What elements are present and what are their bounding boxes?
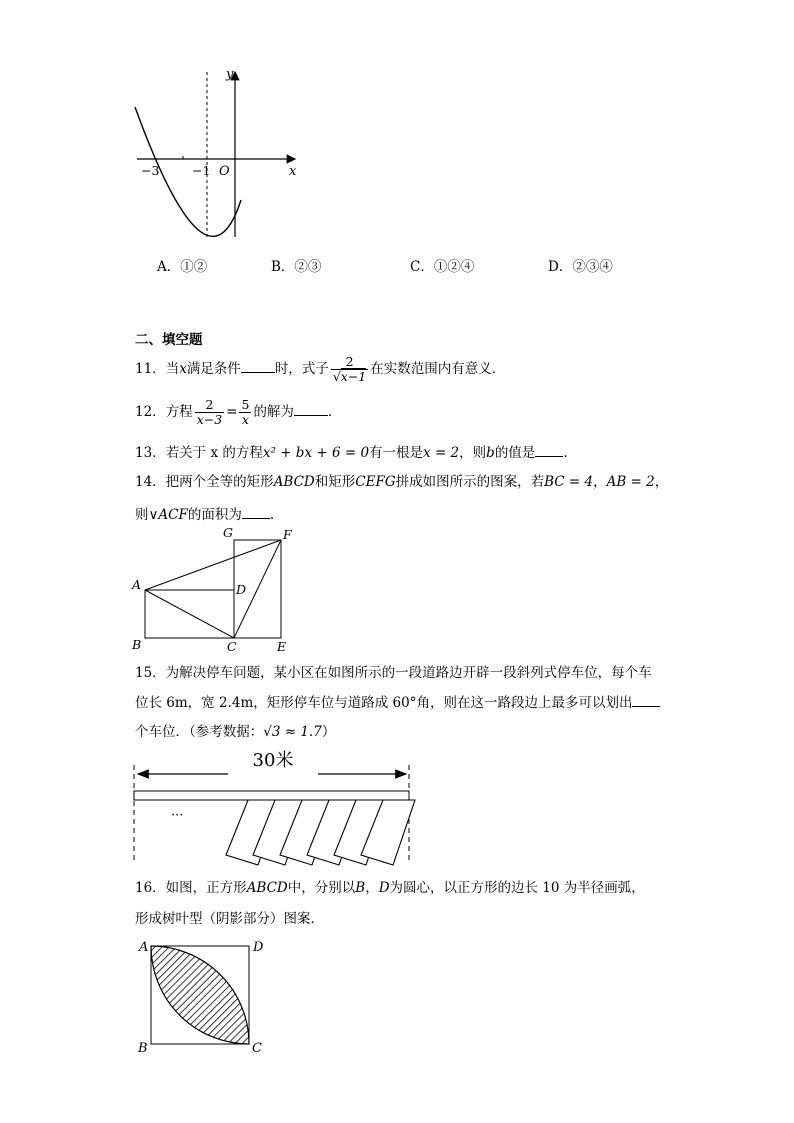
- choice-d-letter: D．: [548, 259, 573, 275]
- choice-d-text: ②③④: [572, 259, 613, 275]
- choice-a-letter: A．: [157, 259, 181, 275]
- q13-answer-blank[interactable]: [535, 442, 563, 457]
- q14-text: 拼成如图所示的图案，若: [395, 474, 545, 490]
- q11-var: x: [179, 361, 187, 377]
- q12-answer-blank[interactable]: [294, 401, 328, 416]
- question-15-line2: [135, 692, 660, 713]
- q14-text: 和矩形: [314, 474, 356, 490]
- choice-b[interactable]: [271, 255, 321, 275]
- q16-point-b: B: [355, 880, 366, 896]
- q11-radicand: x−1: [340, 369, 367, 384]
- label-a: A: [132, 577, 142, 592]
- question-15-line3: [135, 722, 335, 742]
- label-a: A: [139, 940, 149, 955]
- label-c: C: [252, 1041, 262, 1056]
- q13-number: 13．: [135, 445, 166, 461]
- q13-text: 的值是: [494, 445, 536, 461]
- q11-text: 时，式子: [274, 361, 329, 377]
- choice-d[interactable]: [548, 255, 613, 275]
- question-14-line1: [135, 472, 668, 492]
- choice-c[interactable]: [410, 255, 474, 275]
- q14-triangle: ∨ACF: [148, 507, 188, 523]
- choice-c-letter: C．: [410, 259, 434, 275]
- y-axis-label: y: [226, 67, 234, 82]
- q14-text: ，: [593, 474, 607, 490]
- q15-answer-blank[interactable]: [632, 692, 660, 707]
- question-15-line1: 15．为解决停车问题，某小区在如图所示的一段道路边开辟一段斜列式停车位，每个车: [135, 665, 652, 681]
- label-b: B: [138, 1041, 148, 1056]
- q16-point-d: D: [378, 880, 390, 896]
- x-axis-label: x: [289, 164, 297, 179]
- tick-label-neg3: −3: [141, 163, 160, 178]
- parking-spots: [226, 800, 415, 865]
- choice-a[interactable]: [157, 255, 207, 275]
- label-g: G: [223, 525, 233, 540]
- q16-square: ABCD: [246, 880, 288, 896]
- q14-text: 则: [135, 507, 149, 523]
- q16-text: 中，分别以: [287, 880, 356, 896]
- figure-16: [135, 938, 275, 1058]
- q11-text: 在实数范围内有意义．: [370, 361, 506, 377]
- q11-text: 当: [165, 361, 180, 377]
- q13-equation: x² + bx + 6 = 0: [262, 445, 370, 461]
- q14-text: 的面积为: [187, 507, 242, 523]
- q16-text: 16．如图，正方形: [135, 880, 247, 896]
- q14-text: ，: [654, 474, 669, 490]
- q11-numerator: 2: [345, 354, 354, 369]
- choice-a-text: ①②: [180, 259, 208, 275]
- q14-rect1: ABCD: [273, 474, 315, 490]
- q15-sqrt-ref: √3 ≈ 1.7: [263, 724, 322, 740]
- q12-right-denominator: x: [239, 412, 251, 427]
- parabola-graph: [125, 62, 315, 247]
- q15-text: 位长 6m，宽 2.4m，矩形停车位与道路成 60°角，则在这一路段边上最多可以划出: [135, 695, 633, 711]
- q13-var-b: b: [486, 445, 495, 461]
- ellipsis: ···: [171, 808, 184, 823]
- length-label: 30米: [252, 750, 294, 771]
- q12-text: 的解为: [253, 404, 294, 420]
- q12-text: 方程: [165, 404, 193, 420]
- label-f: F: [283, 527, 292, 542]
- label-d: D: [253, 940, 264, 955]
- question-16-line2: 形成树叶型（阴影部分）图案．: [135, 911, 324, 927]
- q13-root: x = 2: [423, 445, 460, 461]
- question-11: [135, 355, 505, 384]
- figure-15: [128, 745, 423, 870]
- q16-text: 为圆心，以正方形的边长 10 为半径画弧，: [389, 880, 645, 896]
- q12-fraction-left: [195, 398, 224, 427]
- q12-fraction-right: [239, 398, 251, 427]
- choice-b-letter: B．: [271, 259, 295, 275]
- q14-ab: AB = 2: [606, 474, 655, 490]
- q11-answer-blank[interactable]: [241, 358, 275, 373]
- q14-bc: BC = 4: [544, 474, 594, 490]
- q12-text: ．: [327, 404, 342, 420]
- q14-text: .: [269, 507, 275, 523]
- question-13: [135, 442, 568, 463]
- figure-14: [128, 525, 298, 655]
- choice-b-text: ②③: [294, 259, 322, 275]
- q13-text: 有一根是: [369, 445, 424, 461]
- question-14-line2: [135, 504, 274, 525]
- label-c: C: [227, 639, 237, 654]
- label-b: B: [132, 637, 142, 652]
- q11-number: 11．: [135, 361, 166, 377]
- q12-number: 12．: [135, 404, 166, 420]
- q13-text: ，则: [459, 445, 487, 461]
- origin-label: O: [219, 164, 230, 179]
- q11-denominator: √x−1: [332, 369, 367, 384]
- section-title: 二、填空题: [135, 332, 203, 348]
- q14-text: 14．把两个全等的矩形: [135, 474, 274, 490]
- q12-left-numerator: 2: [205, 397, 214, 412]
- q12-left-denominator: x−3: [196, 412, 223, 427]
- q14-answer-blank[interactable]: [242, 504, 270, 519]
- choice-c-text: ①②④: [433, 259, 475, 275]
- q13-text: 若关于 x 的方程: [165, 445, 263, 461]
- q12-equals: =: [226, 404, 238, 420]
- q16-text: ，: [365, 880, 379, 896]
- q13-text: .: [563, 445, 568, 461]
- road: [134, 791, 409, 800]
- q12-right-numerator: 5: [241, 397, 250, 412]
- q14-rect2: CEFG: [355, 474, 396, 490]
- label-d: D: [236, 582, 247, 597]
- question-16-line1: [135, 878, 645, 898]
- tick-label-neg1: −1: [192, 163, 211, 178]
- segment-ac: [145, 590, 234, 638]
- q11-text: 满足条件: [186, 361, 241, 377]
- q15-text: 个车位．（参考数据：: [135, 724, 264, 740]
- q15-text: ）: [321, 724, 336, 740]
- label-e: E: [277, 639, 287, 654]
- q11-fraction: [331, 355, 368, 384]
- question-12: [135, 398, 341, 427]
